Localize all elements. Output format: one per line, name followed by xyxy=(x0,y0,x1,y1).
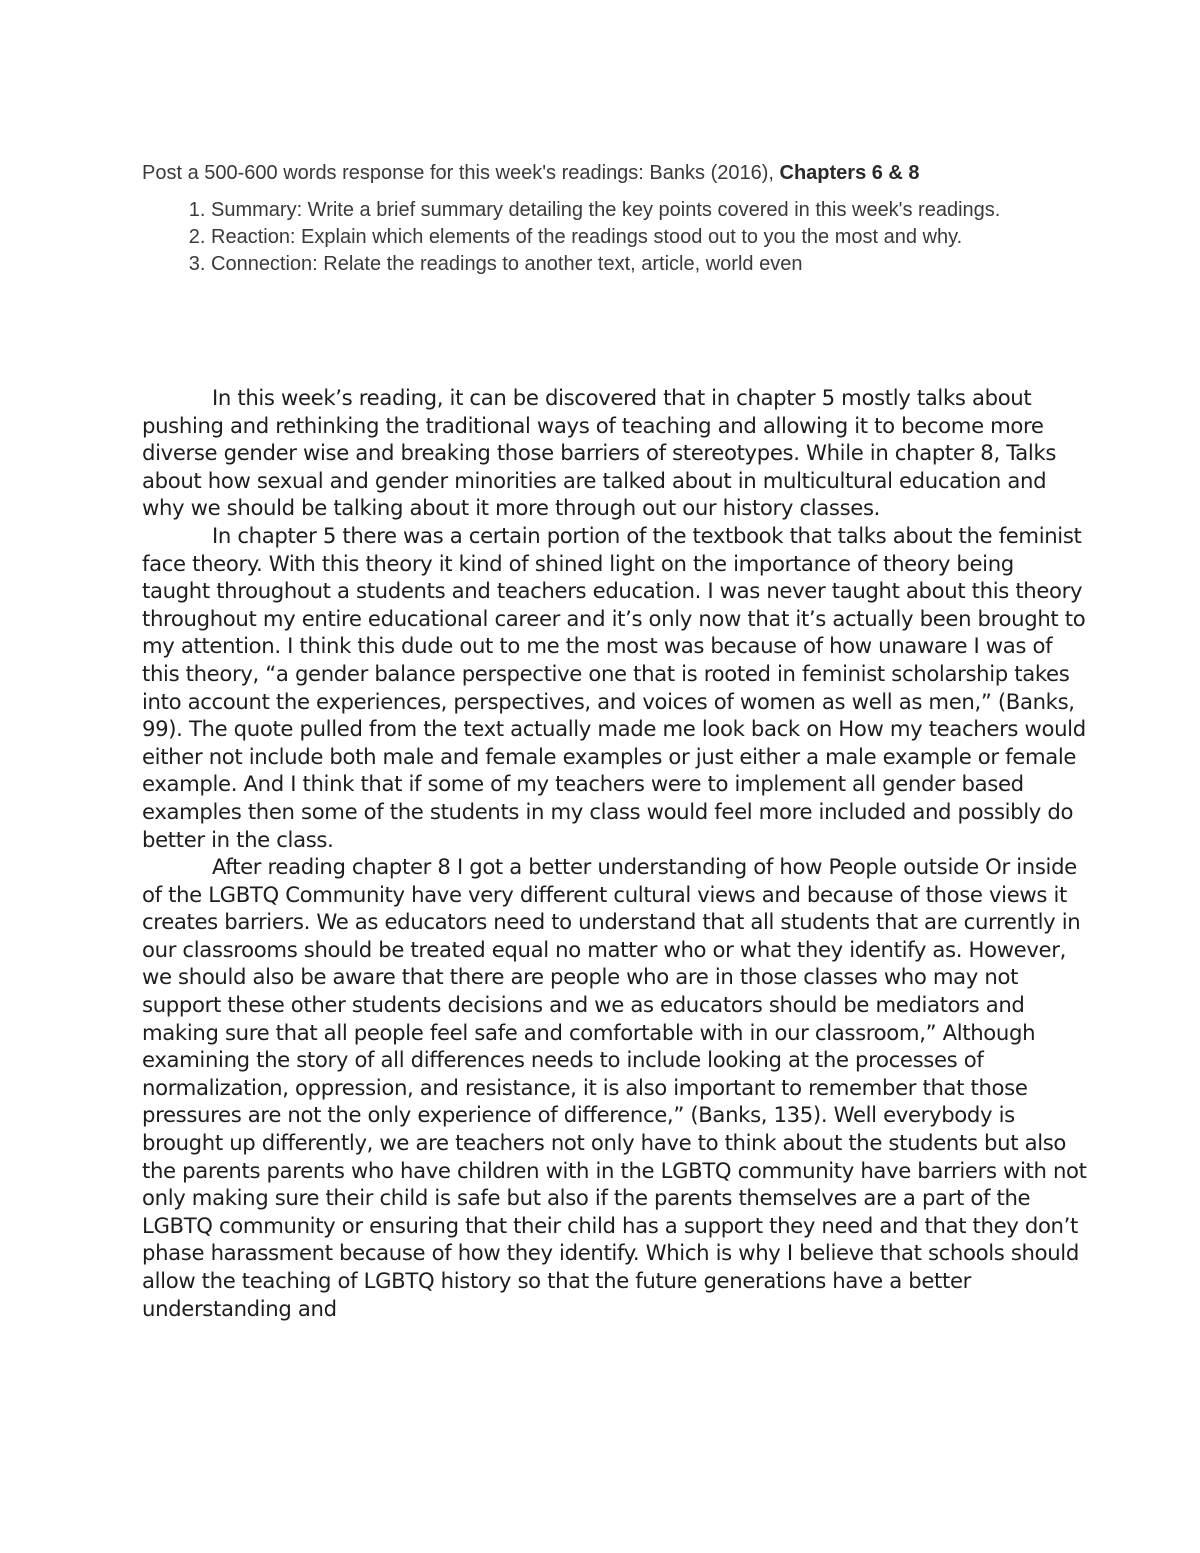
prompt-intro: Post a 500-600 words response for this week's readings: Banks (2016), xyxy=(142,162,780,184)
response-paragraph-2: In chapter 5 there was a certain portion of the textbook that talks about the feminist face theory. With this theory it kind of shined light on the importance of theory being taught throughout a students and teachers education. I was never taught about this theory throughout my entire educational career and it’s only now that it’s actually been brought to my attention. I think this dude out to me the most was because of how unaware I was of this theory, “a gender balance perspective one that is rooted in feminist scholarship takes into account the experiences, perspectives, and voices of women as well as men,” (Banks, 99). The quote pulled from the text actually made me look back on How my teachers would either not include both male and female examples or just either a male example or female example. And I think that if some of my teachers were to implement all gender based examples then some of the students in my class would feel more included and possibly do better in the class. xyxy=(142,522,1086,852)
response-paragraph-1: In this week’s reading, it can be discovered that in chapter 5 mostly talks about pushing and rethinking the traditional ways of teaching and allowing it to become more diverse gender wise and breaking those barriers of stereotypes. While in chapter 8, Talks about how sexual and gender minorities are talked about in multicultural education and why we should be talking about it more through out our history classes. xyxy=(142,385,1057,521)
prompt-item-reaction: 2. Reaction: Explain which elements of the readings stood out to you the most and why. xyxy=(211,224,1072,251)
prompt-item-connection: 3. Connection: Relate the readings to another text, article, world even xyxy=(211,251,1072,278)
prompt-item-summary: 1. Summary: Write a brief summary detailing the key points covered in this week's readings. xyxy=(211,197,1072,224)
assignment-prompt xyxy=(142,160,1072,278)
response-body xyxy=(142,384,1087,1322)
prompt-list xyxy=(142,197,1072,278)
prompt-chapters: Chapters 6 & 8 xyxy=(779,162,920,184)
prompt-heading xyxy=(142,160,1072,187)
response-paragraph-3: After reading chapter 8 I got a better understanding of how People outside Or inside of the LGBTQ Community have very different cultural views and because of those views it creates barriers. We as educators need to understand that all students that are currently in our classrooms should be treated equal no matter who or what they identify as. However, we should also be aware that there are people who are in those classes who may not support these other students decisions and we as educators should be mediators and making sure that all people feel safe and comfortable with in our classroom,” Although examining the story of all differences needs to include looking at the processes of normalization, oppression, and resistance, it is also important to remember that those pressures are not the only experience of difference,” (Banks, 135). Well everybody is brought up differently, we are teachers not only have to think about the students but also the parents parents who have children with in the LGBTQ community have barriers with not only making sure their child is safe but also if the parents themselves are a part of the LGBTQ community or ensuring that their child has a support they need and that they don’t phase harassment because of how they identify. Which is why I believe that schools should allow the teaching of LGBTQ history so that the future generations have a better understanding and xyxy=(142,854,1087,1321)
